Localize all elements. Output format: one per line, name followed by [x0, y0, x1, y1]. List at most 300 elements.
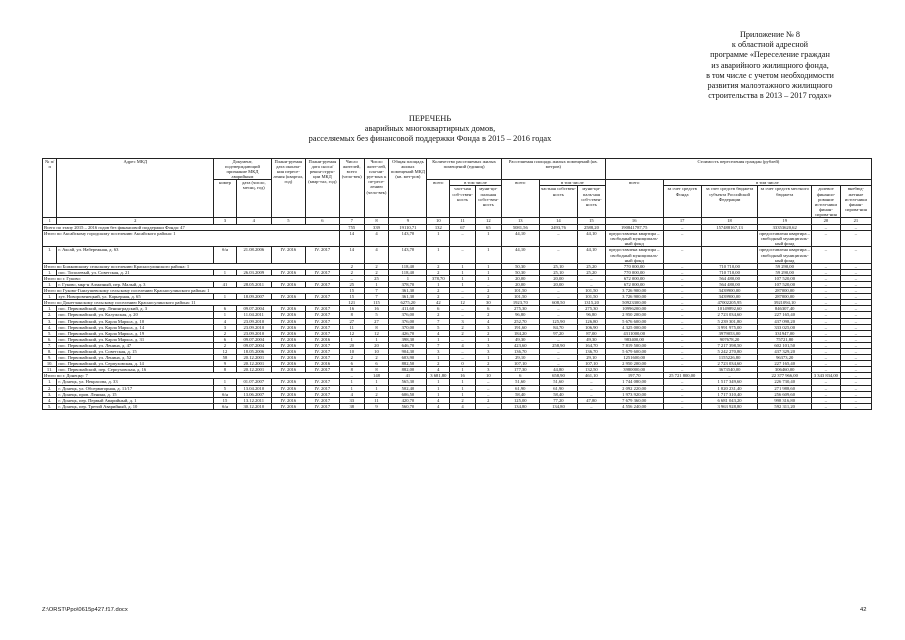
table-cell: –	[663, 397, 701, 403]
table-cell: 49,30	[578, 336, 606, 342]
table-cell: 101,50	[501, 288, 539, 294]
table-cell: 6	[427, 306, 450, 312]
table-cell: 2	[339, 355, 364, 361]
column-index: 1	[43, 218, 57, 225]
header-cell: Адрес МКД	[57, 159, 214, 218]
table-cell: 10149892,60	[701, 306, 758, 312]
table-cell: 2	[427, 294, 450, 300]
table-cell: 331947,00	[758, 330, 812, 336]
table-cell: 361,30	[389, 294, 427, 300]
table-cell: –	[663, 330, 701, 336]
table-cell: –	[840, 306, 871, 312]
table-cell: 6.	[43, 336, 57, 342]
appendix-caption	[650, 30, 890, 101]
table-cell: 5.	[43, 403, 57, 409]
header-cell: Число жите-лей, пла-ни-руе-мых к пе-ресе-лению (чело-век)	[364, 159, 389, 218]
table-cell: 258,90	[539, 342, 577, 348]
column-index: 17	[663, 218, 701, 225]
table-cell: 9	[214, 361, 237, 367]
table-cell: 437 329,20	[758, 349, 812, 355]
table-cell: 132	[427, 225, 450, 231]
table-cell: –	[840, 324, 871, 330]
table-cell: 882,50	[389, 361, 427, 367]
table-cell: 75721,80	[758, 336, 812, 342]
table-cell: 423,60	[501, 342, 539, 348]
table-cell: 2	[364, 269, 389, 275]
table-cell: б/н	[214, 403, 237, 409]
table-cell: 58,40	[501, 391, 539, 397]
header-cell: Стоимость переселения граждан (рублей)	[605, 159, 871, 180]
table-cell: 4	[450, 403, 476, 409]
table-cell: 121	[339, 300, 364, 306]
table-cell: 177,30	[501, 367, 539, 373]
table-cell: IV. 2016	[271, 397, 305, 403]
table-cell: 7 819 500,00	[605, 342, 663, 348]
table-cell: 1	[214, 312, 237, 318]
table-cell: пос. Первомайский, ул. Карла Маркса, д. 19	[57, 330, 214, 336]
column-index: 9	[389, 218, 427, 225]
table-cell: –	[811, 324, 840, 330]
table-cell: 22 377 966,00	[758, 373, 812, 379]
table-cell: 26.03.2009	[236, 269, 271, 275]
table-cell: 5 242 270,80	[701, 349, 758, 355]
table-cell: 14	[339, 231, 364, 247]
table-cell: –	[663, 263, 701, 269]
table-cell: 16	[339, 306, 364, 312]
table-cell: –	[840, 361, 871, 367]
table-cell: 2	[475, 397, 501, 403]
table-cell: 1.	[43, 247, 57, 263]
row-label: Итого по Донетчанскому сельскому поселению Красносулинского района: 11	[43, 300, 340, 306]
table-cell: пос. Первомайский, ул. Карла Маркса, д. 31	[57, 336, 214, 342]
table-cell: IV. 2016	[271, 324, 305, 330]
header-cell: долевое финанси-рование источ-ники финан-сирова-ния	[811, 186, 840, 218]
table-cell: 9	[364, 403, 389, 409]
table-cell: 1	[214, 379, 237, 385]
table-cell: IV. 2016	[271, 306, 305, 312]
table-cell: 378,70	[427, 275, 450, 281]
table-cell: 6275,20	[389, 300, 427, 306]
table-cell: 3.	[43, 318, 57, 324]
table-cell: 41	[389, 373, 427, 379]
table-cell: –	[663, 231, 701, 247]
appendix-line: в том числе с учетом необходимости	[706, 70, 834, 80]
table-cell: 2	[450, 324, 476, 330]
table-cell: –	[475, 403, 501, 409]
table-cell: 5.	[43, 330, 57, 336]
table-cell: IV. 2017	[305, 330, 339, 336]
table-cell: –	[840, 342, 871, 348]
table-cell: –	[450, 231, 476, 247]
table-cell: 411,60	[389, 306, 427, 312]
table-cell: 10996200,00	[605, 306, 663, 312]
table-cell: 1 973 920,00	[605, 391, 663, 397]
table-cell: 4	[475, 318, 501, 324]
table-cell: IV. 2016	[271, 269, 305, 275]
table-cell: 33	[339, 397, 364, 403]
table-cell: пос. Первомайский, пер. Ленинградский, д. 3	[57, 306, 214, 312]
table-cell: 1	[339, 336, 364, 342]
appendix-line: Приложение № 8	[740, 30, 800, 39]
table-cell: –	[840, 349, 871, 355]
appendix-line: к областной адресной	[731, 40, 809, 50]
table-cell: 1	[450, 367, 476, 373]
table-cell: –	[811, 281, 840, 287]
table-cell: 564 480,00	[701, 281, 758, 287]
table-cell: –	[539, 294, 577, 300]
row-label: Итого по Божковскому сельскому поселению Красносулинского района: 1	[43, 263, 340, 269]
table-cell: IV. 2017	[305, 397, 339, 403]
table-cell: 606,50	[389, 391, 427, 397]
table-cell: –	[450, 247, 476, 263]
table-cell: –	[840, 294, 871, 300]
header-cell: Плани-руемая дата оконча-ния пересе-ления (квартал, год)	[271, 159, 305, 218]
table-cell: –	[663, 294, 701, 300]
table-cell: 44,10	[501, 247, 539, 263]
table-cell: –	[840, 288, 871, 294]
table-cell: –	[539, 247, 577, 263]
table-cell: 134,80	[539, 403, 577, 409]
table-cell: 184,20	[501, 330, 539, 336]
table-cell: 42	[427, 300, 450, 306]
table-cell: 106,90	[578, 324, 606, 330]
header-cell: за счет средств бюджета субъекта Российской Федерации	[701, 186, 758, 218]
table-cell: 846307,40	[758, 306, 812, 312]
table-cell: предоставлена квартира – свободный муниципаль-ный фонд	[605, 231, 663, 247]
table-cell: 47002205,95	[701, 300, 758, 306]
table-cell: 16	[364, 306, 389, 312]
header-cell: Расселяемая площадь жилых помещений (кв. метров)	[501, 159, 605, 180]
table-cell: 2	[427, 312, 450, 318]
table-cell: г. Донецк, пер. Третий Аварийный, д. 10	[57, 403, 214, 409]
table-cell: 1	[364, 379, 389, 385]
table-cell: –	[450, 312, 476, 318]
row-label: Итого по Аксайскому городскому поселению Аксайского района: 1	[43, 231, 340, 247]
table-cell: –	[663, 324, 701, 330]
table-cell: 1.	[43, 294, 57, 300]
table-cell: 29,10	[578, 355, 606, 361]
row-label: Всего по этапу 2015 – 2016 годов без финансовой поддержки Фонда: 47	[43, 225, 340, 231]
table-cell: 1	[427, 231, 450, 247]
table-cell: 461,10	[578, 373, 606, 379]
table-cell: пос. Первомайский, ул. Серпуховская, д. 14	[57, 361, 214, 367]
table-row	[43, 247, 872, 263]
table-cell: б/н	[214, 247, 237, 263]
table-cell: 755	[339, 225, 364, 231]
table-cell: IV. 2017	[305, 367, 339, 373]
table-cell: 107,10	[501, 361, 539, 367]
table-cell: –	[811, 275, 840, 281]
table-cell: 5081,56	[501, 225, 539, 231]
table-cell: 1	[475, 263, 501, 269]
table-cell: 1	[450, 275, 476, 281]
table-cell: 125,90	[539, 318, 577, 324]
table-cell: 1155226,80	[701, 355, 758, 361]
table-cell: 20,00	[501, 281, 539, 287]
housing-table	[42, 158, 872, 410]
table-cell: 12	[214, 349, 237, 355]
table-cell: –	[663, 367, 701, 373]
table-cell: IV. 2016	[271, 385, 305, 391]
table-cell: 44,10	[578, 231, 606, 247]
table-cell: 4	[364, 231, 389, 247]
table-cell: 107 520,00	[758, 275, 812, 281]
table-cell: 21.08.2006	[236, 247, 271, 263]
table-cell: г. Донецк, пров. Ленина, д. 15	[57, 391, 214, 397]
table-cell: 376,00	[389, 312, 427, 318]
table-cell: 09.07.2004	[236, 336, 271, 342]
table-cell: 710 710,00	[701, 269, 758, 275]
table-cell: 190841787,75	[605, 225, 663, 231]
table-cell: –	[539, 231, 577, 247]
table-cell: 3	[214, 324, 237, 330]
column-index: 3	[214, 218, 237, 225]
table-cell: 275,30	[578, 306, 606, 312]
table-cell: 6	[214, 306, 237, 312]
table-cell: –	[811, 379, 840, 385]
table-cell: 2	[475, 312, 501, 318]
table-cell: 20.12.2001	[236, 361, 271, 367]
table-cell: –	[663, 361, 701, 367]
table-cell: –	[663, 403, 701, 409]
column-index: 19	[758, 218, 812, 225]
header-cell: в том числе	[539, 180, 605, 186]
table-cell: –	[840, 367, 871, 373]
table-cell: 23.09.2010	[236, 324, 271, 330]
table-cell: 502,40	[389, 385, 427, 391]
table-cell: IV. 2017	[305, 269, 339, 275]
title-line: ПЕРЕЧЕНЬ	[408, 114, 452, 123]
header-cell: № п/п	[43, 159, 57, 218]
table-cell: –	[663, 275, 701, 281]
table-cell: –	[539, 355, 577, 361]
table-cell: 29,10	[501, 355, 539, 361]
table-cell: 361,30	[389, 288, 427, 294]
table-cell: –	[450, 288, 476, 294]
table-cell: IV. 2017	[305, 281, 339, 287]
table-cell: 0	[450, 361, 476, 367]
table-cell: –	[840, 336, 871, 342]
table-cell: 27	[364, 318, 389, 324]
table-cell: –	[450, 349, 476, 355]
table-cell: 4	[364, 247, 389, 263]
table-cell: –	[663, 385, 701, 391]
table-cell: –	[450, 306, 476, 312]
table-cell: –	[811, 294, 840, 300]
table-cell: 157488167,13	[701, 225, 758, 231]
table-cell: –	[811, 263, 840, 269]
table-cell: –	[811, 397, 840, 403]
table-cell: –	[840, 269, 871, 275]
table-cell: 8	[364, 324, 389, 330]
table-cell: 376,00	[389, 318, 427, 324]
table-cell: 420,70	[389, 397, 427, 403]
table-cell: 25	[364, 275, 389, 281]
table-cell: 3 991 975,00	[701, 324, 758, 330]
table-cell: 6 681 043,20	[701, 397, 758, 403]
table-cell: 15	[339, 294, 364, 300]
table-cell: 12	[364, 330, 389, 336]
header-cell: в том числе	[663, 180, 871, 186]
table-cell: 1 717 310,40	[701, 391, 758, 397]
table-cell: 1 820 231,40	[701, 385, 758, 391]
table-cell: IV. 2017	[305, 355, 339, 361]
table-cell: 907678,20	[701, 336, 758, 342]
table-cell: 3.	[43, 391, 57, 397]
table-cell: 136,70	[501, 349, 539, 355]
table-cell: 7	[427, 318, 450, 324]
table-cell: г. Гуково, мкр-н Алмазный, пер. Малый, д. 3	[57, 281, 214, 287]
header-cell: за счет средств местного бюджета	[758, 186, 812, 218]
row-label: Итого по г. Гуково:	[43, 275, 340, 281]
table-cell: 1251600,00	[605, 355, 663, 361]
table-cell: 126,80	[578, 318, 606, 324]
footer-path: Z:\ORST\Ppo\0615p427.f17.docx	[42, 607, 128, 613]
table-cell: 3	[475, 324, 501, 330]
table-cell: 41	[214, 281, 237, 287]
header-cell: Количество расселяемых жилых помещений (единиц)	[427, 159, 501, 180]
table-cell: –	[475, 281, 501, 287]
table-cell: IV. 2017	[305, 379, 339, 385]
table-cell: 143,70	[389, 231, 427, 247]
table-cell: 59 290,00	[758, 269, 812, 275]
table-cell: 16	[450, 373, 476, 379]
table-cell: 7 679 360,00	[605, 397, 663, 403]
table-cell: пос. Первомайский, ул. Ленина, д. 47	[57, 342, 214, 348]
table-cell: 09.07.2004	[236, 306, 271, 312]
table-cell: –	[475, 391, 501, 397]
table-cell: 1	[427, 391, 450, 397]
table-cell: 59 290,00	[758, 263, 812, 269]
table-cell: 2 723 034,60	[701, 361, 758, 367]
table-cell: 2	[427, 269, 450, 275]
table-cell: 882,00	[389, 367, 427, 373]
table-cell: 20	[364, 342, 389, 348]
table-cell: –	[663, 349, 701, 355]
table-cell: 97,20	[539, 330, 577, 336]
table-cell: 132,50	[578, 367, 606, 373]
table-cell: 1	[475, 355, 501, 361]
table-cell: –	[811, 300, 840, 306]
column-index: 4	[236, 218, 271, 225]
table-cell: 11.	[43, 367, 57, 373]
table-cell: –	[840, 403, 871, 409]
table-cell: IV. 2017	[305, 247, 339, 263]
table-cell: 4	[450, 342, 476, 348]
table-cell: 1	[427, 355, 450, 361]
table-cell: 3 963 928,80	[701, 403, 758, 409]
table-cell: 44,10	[501, 231, 539, 247]
table-cell: 3921094,10	[758, 300, 812, 306]
table-cell: 252,70	[501, 318, 539, 324]
table-cell: –	[578, 403, 606, 409]
table-cell: 12	[339, 330, 364, 336]
table-cell: 18.05.2006	[236, 349, 271, 355]
table-cell: 20.12.2001	[236, 355, 271, 361]
table-cell: 1 744 080,00	[605, 379, 663, 385]
table-cell: 77,20	[539, 397, 577, 403]
table-cell: 50,30	[501, 269, 539, 275]
appendix-line: строительства в 2013 – 2017 годах»	[708, 91, 832, 101]
table-cell: 101,50	[501, 294, 539, 300]
table-cell: –	[811, 367, 840, 373]
table-cell: –	[840, 385, 871, 391]
table-cell: 2	[214, 342, 237, 348]
table-cell: –	[475, 379, 501, 385]
header-cell: всего	[427, 180, 450, 218]
table-cell: 58	[214, 355, 237, 361]
table-cell: 1	[475, 247, 501, 263]
table-cell: 1	[339, 385, 364, 391]
table-cell: 33353620,62	[758, 225, 812, 231]
table-cell: IV. 2017	[305, 312, 339, 318]
table-cell: 6	[364, 361, 389, 367]
table-cell: –	[840, 247, 871, 263]
row-label: Итого по Гуково-Гнилушевскому сельскому поселению Красносулинского района: 1	[43, 288, 340, 294]
table-cell: –	[578, 391, 606, 397]
table-cell: пос. Первомайский, ул. Карла Маркса, д. 14	[57, 324, 214, 330]
table-cell: –	[663, 318, 701, 324]
table-cell: 1	[450, 385, 476, 391]
table-cell: 1.	[43, 306, 57, 312]
table-cell: 87,00	[578, 330, 606, 336]
table-cell: –	[840, 231, 871, 247]
table-cell: IV. 2016	[271, 336, 305, 342]
table-cell: 136,70	[578, 349, 606, 355]
table-cell: –	[663, 391, 701, 397]
title-line: расселяемых без финансовой поддержки Фонда в 2015 – 2016 годах	[308, 134, 552, 143]
table-cell: 7	[364, 288, 389, 294]
table-cell: 1	[339, 379, 364, 385]
table-cell: 9.	[43, 355, 57, 361]
table-cell: 4.	[43, 324, 57, 330]
table-cell: 2493,76	[539, 225, 577, 231]
table-cell: 2	[364, 355, 389, 361]
table-cell: 2	[339, 269, 364, 275]
table-cell: –	[840, 275, 871, 281]
table-cell: 1	[450, 263, 476, 269]
table-cell: 30.12.2010	[236, 403, 271, 409]
header-cell: частная собствен-ность	[539, 186, 577, 218]
table-cell: IV. 2016	[271, 330, 305, 336]
table-cell: 998 316,80	[758, 397, 812, 403]
table-cell: 1	[427, 281, 450, 287]
column-index: 12	[475, 218, 501, 225]
table-cell: –	[539, 349, 577, 355]
table-cell: 2.	[43, 312, 57, 318]
table-cell: 2 723 034,60	[701, 312, 758, 318]
table-cell: –	[840, 397, 871, 403]
table-cell: IV. 2016	[271, 349, 305, 355]
table-cell: 275,30	[501, 306, 539, 312]
table-cell: –	[811, 225, 840, 231]
column-index: 11	[450, 218, 476, 225]
table-cell: 10.	[43, 361, 57, 367]
table-cell: 3 343 834,00	[811, 373, 840, 379]
table-cell: –	[811, 318, 840, 324]
header-cell: номер	[214, 180, 237, 218]
table-cell: 15	[214, 397, 237, 403]
table-cell: 1 517 349,60	[701, 379, 758, 385]
table-cell: IV. 2017	[305, 403, 339, 409]
table-cell: IV. 2016	[305, 336, 339, 342]
column-index: 16	[605, 218, 663, 225]
header-cell: в том числе	[450, 180, 502, 186]
table-cell: 398,30	[389, 336, 427, 342]
table-cell: 646,70	[389, 342, 427, 348]
table-cell: 3673540,00	[701, 367, 758, 373]
table-cell: 2 950 200,00	[605, 312, 663, 318]
